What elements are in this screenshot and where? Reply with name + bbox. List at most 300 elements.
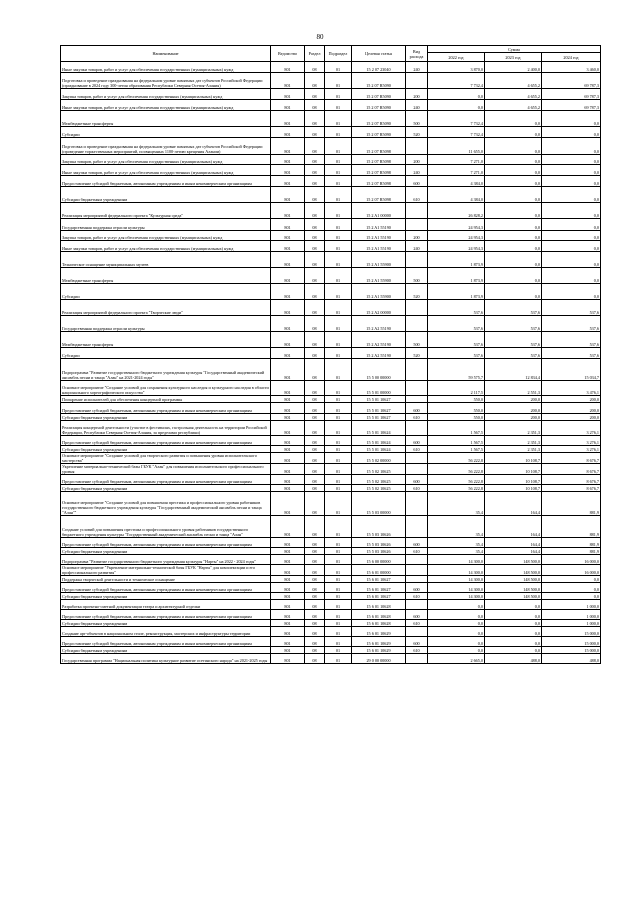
row-sum-2024: 537,6: [542, 348, 601, 359]
row-sum-2024: 15 034,7: [542, 359, 601, 381]
row-name: Укрепление материально-технической базы ГБУК "Алан" для повышения исполнительского профессионального уровня: [61, 464, 271, 475]
row-name: Подпрограмма "Развитие государственного бюджетного учреждения культуры "Нарты" на 2022 - 2024 годы": [61, 555, 271, 565]
row-vedomstvo: 801: [271, 219, 305, 231]
row-target-article: 15 5 01 10624: [352, 436, 406, 446]
row-vedomstvo: 801: [271, 332, 305, 348]
row-sum-2024: 0,0: [542, 284, 601, 300]
row-sum-2022: 1 873,9: [428, 268, 485, 284]
row-expense-type: [406, 381, 428, 396]
row-podrazdel: 01: [325, 637, 352, 647]
row-razdel: 08: [305, 62, 325, 73]
row-podrazdel: 01: [325, 284, 352, 300]
row-podrazdel: 01: [325, 100, 352, 111]
row-target-article: 29 0 00 00000: [352, 654, 406, 664]
row-name: Предоставление субсидий бюджетным, автономным учреждениям и иным некоммерческим организациям: [61, 403, 271, 414]
row-target-article: 15 5 02 10625: [352, 464, 406, 475]
row-razdel: 08: [305, 241, 325, 252]
table-row: [61, 187, 601, 203]
row-podrazdel: 01: [325, 600, 352, 610]
header-name: Наименование: [61, 46, 271, 62]
row-target-article: 15 5 03 00000: [352, 492, 406, 516]
row-expense-type: [406, 219, 428, 231]
row-sum-2023: 4 655,2: [485, 100, 542, 111]
row-expense-type: [406, 453, 428, 464]
row-vedomstvo: 801: [271, 300, 305, 316]
table-row: [61, 538, 601, 548]
header-expense-type: Вид расхода: [406, 46, 428, 62]
row-expense-type: 240: [406, 62, 428, 73]
row-sum-2022: 0,0: [428, 610, 485, 620]
row-razdel: 08: [305, 403, 325, 414]
row-name: Субсидии: [61, 348, 271, 359]
row-sum-2022: 35,4: [428, 548, 485, 555]
row-podrazdel: 01: [325, 446, 352, 453]
row-sum-2024: 1 000,0: [542, 600, 601, 610]
row-name: Основное мероприятие "Создание условий для повышения престижа и профессионального уровня работников государственного бюджетного учреждения культуры "Государственный академический ансамбль песни и танца "Алан"": [61, 492, 271, 516]
row-target-article: 15 2 A1 55900: [352, 252, 406, 268]
row-podrazdel: 01: [325, 62, 352, 73]
row-sum-2023: 0,0: [485, 637, 542, 647]
row-sum-2022: 0,0: [428, 637, 485, 647]
row-razdel: 08: [305, 89, 325, 100]
row-vedomstvo: 801: [271, 62, 305, 73]
row-razdel: 08: [305, 268, 325, 284]
row-target-article: 15 6 01 10627: [352, 576, 406, 583]
row-podrazdel: 01: [325, 165, 352, 176]
row-target-article: 15 2 A2 55190: [352, 348, 406, 359]
row-name: Подготовка и проведение празднования на федеральном уровне памятных дат субъектов Российской Федерации (проведение торжественных мероприятий, посвященных 1100-летию крещения Алании): [61, 138, 271, 155]
row-razdel: 08: [305, 446, 325, 453]
row-podrazdel: 01: [325, 252, 352, 268]
row-sum-2023: 4 655,2: [485, 89, 542, 100]
row-sum-2024: 0,0: [542, 583, 601, 593]
row-vedomstvo: 801: [271, 485, 305, 492]
row-expense-type: 600: [406, 403, 428, 414]
header-target-article: Целевая статья: [352, 46, 406, 62]
row-sum-2024: 69 787,3: [542, 73, 601, 89]
row-razdel: 08: [305, 414, 325, 421]
row-target-article: 15 6 01 10629: [352, 637, 406, 647]
row-name: Предоставление субсидий бюджетным, автономным учреждениям и иным некоммерческим организациям: [61, 637, 271, 647]
row-name: Предоставление субсидий бюджетным, автономным учреждениям и иным некоммерческим организациям: [61, 436, 271, 446]
row-podrazdel: 01: [325, 548, 352, 555]
row-sum-2022: 26 828,2: [428, 203, 485, 219]
row-vedomstvo: 801: [271, 464, 305, 475]
row-podrazdel: 01: [325, 555, 352, 565]
row-sum-2022: 1 567,5: [428, 446, 485, 453]
row-target-article: 15 2 07 R5098: [352, 155, 406, 165]
row-razdel: 08: [305, 348, 325, 359]
row-sum-2024: 881,9: [542, 516, 601, 538]
row-name: Основное мероприятие "Укрепление материально-технической базы ГБУК "Нарты" для комплектации и его профессионального развития": [61, 565, 271, 576]
table-row: [61, 165, 601, 176]
table-row: [61, 453, 601, 464]
row-target-article: 15 6 01 10628: [352, 600, 406, 610]
row-podrazdel: 01: [325, 654, 352, 664]
table-row: [61, 219, 601, 231]
row-sum-2024: 0,0: [542, 231, 601, 241]
row-expense-type: 610: [406, 620, 428, 627]
row-name: Разработка проектно-сметной документации театра и архитектурной отделки: [61, 600, 271, 610]
row-target-article: 15 2 07 R5098: [352, 165, 406, 176]
row-name: Создание арт-объектов в национальном стиле, реконструкция, мастерских и инфраструктуры территории: [61, 627, 271, 637]
row-podrazdel: 01: [325, 332, 352, 348]
row-name: Иные закупки товаров, работ и услуг для обеспечения государственных (муниципальных) нужд: [61, 100, 271, 111]
row-sum-2024: 1 000,0: [542, 610, 601, 620]
row-sum-2023: 164,4: [485, 548, 542, 555]
row-expense-type: 240: [406, 165, 428, 176]
row-razdel: 08: [305, 316, 325, 332]
row-expense-type: 500: [406, 268, 428, 284]
row-razdel: 08: [305, 127, 325, 138]
row-razdel: 08: [305, 359, 325, 381]
row-sum-2022: 56 222,8: [428, 475, 485, 485]
row-sum-2022: 0,0: [428, 620, 485, 627]
row-razdel: 08: [305, 492, 325, 516]
row-expense-type: 520: [406, 127, 428, 138]
row-razdel: 08: [305, 396, 325, 403]
row-vedomstvo: 801: [271, 620, 305, 627]
row-vedomstvo: 801: [271, 187, 305, 203]
row-name: Поощрение исполнителей для обеспечения концертной программы: [61, 396, 271, 403]
row-sum-2024: 200,0: [542, 403, 601, 414]
table-row: [61, 436, 601, 446]
row-vedomstvo: 801: [271, 231, 305, 241]
row-sum-2022: 7 271,0: [428, 155, 485, 165]
table-row: [61, 138, 601, 155]
row-sum-2024: 0,0: [542, 268, 601, 284]
row-sum-2023: 10 108,7: [485, 464, 542, 475]
row-vedomstvo: 801: [271, 627, 305, 637]
row-sum-2022: 550,0: [428, 396, 485, 403]
row-target-article: 15 6 01 10627: [352, 593, 406, 600]
row-vedomstvo: 801: [271, 268, 305, 284]
row-target-article: 15 5 01 10627: [352, 403, 406, 414]
row-vedomstvo: 801: [271, 414, 305, 421]
row-sum-2023: 0,0: [485, 268, 542, 284]
row-sum-2024: 537,6: [542, 332, 601, 348]
row-target-article: 15 6 01 00000: [352, 565, 406, 576]
row-name: Техническое оснащение муниципальных музеев: [61, 252, 271, 268]
header-sum: Сумма: [428, 46, 601, 53]
row-vedomstvo: 801: [271, 241, 305, 252]
row-razdel: 08: [305, 155, 325, 165]
row-vedomstvo: 801: [271, 316, 305, 332]
row-podrazdel: 01: [325, 583, 352, 593]
row-sum-2024: 8 676,7: [542, 485, 601, 492]
row-podrazdel: 01: [325, 300, 352, 316]
row-vedomstvo: 801: [271, 593, 305, 600]
row-sum-2022: 14 300,0: [428, 593, 485, 600]
row-podrazdel: 01: [325, 359, 352, 381]
row-expense-type: [406, 654, 428, 664]
table-row: [61, 565, 601, 576]
table-row: [61, 396, 601, 403]
row-name: Основное мероприятие "Создание условий для творческого развития и повышения уровня исполнительского мастерства": [61, 453, 271, 464]
row-target-article: 15 2 A1 55900: [352, 268, 406, 284]
row-expense-type: [406, 627, 428, 637]
row-razdel: 08: [305, 548, 325, 555]
row-podrazdel: 01: [325, 516, 352, 538]
row-expense-type: 600: [406, 538, 428, 548]
row-target-article: 15 2 07 R5090: [352, 100, 406, 111]
row-sum-2024: 15 000,0: [542, 647, 601, 654]
row-target-article: 15 5 03 10626: [352, 516, 406, 538]
row-target-article: 15 6 01 10628: [352, 620, 406, 627]
row-podrazdel: 01: [325, 219, 352, 231]
budget-table: [60, 45, 601, 664]
row-razdel: 08: [305, 73, 325, 89]
row-target-article: 15 2 07 R5090: [352, 111, 406, 127]
row-podrazdel: 01: [325, 138, 352, 155]
row-podrazdel: 01: [325, 176, 352, 187]
row-sum-2022: 14 300,0: [428, 576, 485, 583]
row-razdel: 08: [305, 538, 325, 548]
row-name: Субсидии бюджетным учреждениям: [61, 620, 271, 627]
row-sum-2023: 0,0: [485, 231, 542, 241]
row-name: Создание условий для повышения престижа и профессионального уровня работников государственного бюджетного учреждения культуры "Государственный академический ансамбль песни и танца "Алан": [61, 516, 271, 538]
row-name: Субсидии: [61, 127, 271, 138]
row-sum-2023: 0,0: [485, 155, 542, 165]
row-podrazdel: 01: [325, 381, 352, 396]
table-row: [61, 127, 601, 138]
row-razdel: 08: [305, 187, 325, 203]
row-razdel: 08: [305, 111, 325, 127]
row-podrazdel: 01: [325, 89, 352, 100]
row-vedomstvo: 801: [271, 284, 305, 300]
row-vedomstvo: 801: [271, 516, 305, 538]
row-name: Поддержка творческой деятельности и техническое оснащение: [61, 576, 271, 583]
row-target-article: 15 5 03 10626: [352, 548, 406, 555]
row-name: Субсидии бюджетным учреждениям: [61, 446, 271, 453]
row-target-article: 15 2 07 23040: [352, 62, 406, 73]
row-sum-2022: 11 655,0: [428, 138, 485, 155]
row-sum-2023: 200,0: [485, 403, 542, 414]
row-razdel: 08: [305, 421, 325, 436]
table-row: [61, 637, 601, 647]
row-sum-2022: 537,6: [428, 332, 485, 348]
row-podrazdel: 01: [325, 421, 352, 436]
row-name: Иные закупки товаров, работ и услуг для обеспечения государственных (муниципальных) нужд: [61, 241, 271, 252]
row-expense-type: [406, 316, 428, 332]
row-target-article: 15 5 00 00000: [352, 359, 406, 381]
row-vedomstvo: 801: [271, 89, 305, 100]
row-sum-2022: 2 665,0: [428, 654, 485, 664]
row-sum-2024: 0,0: [542, 252, 601, 268]
row-target-article: 15 5 02 10625: [352, 475, 406, 485]
row-sum-2022: 24 954,3: [428, 219, 485, 231]
table-row: [61, 555, 601, 565]
header-vedomstvo: Ведомство: [271, 46, 305, 62]
row-expense-type: 610: [406, 187, 428, 203]
row-sum-2023: 488,0: [485, 654, 542, 664]
row-target-article: 15 2 A1 00000: [352, 203, 406, 219]
row-sum-2022: 1 567,5: [428, 421, 485, 436]
header-podrazdel: Подраздел: [325, 46, 352, 62]
row-sum-2024: 3 276,1: [542, 421, 601, 436]
row-sum-2023: 0,0: [485, 284, 542, 300]
row-name: Закупка товаров, работ и услуг для обеспечения государственных (муниципальных) нужд: [61, 89, 271, 100]
row-expense-type: [406, 203, 428, 219]
row-sum-2022: 24 954,3: [428, 231, 485, 241]
row-sum-2024: 0,0: [542, 138, 601, 155]
row-podrazdel: 01: [325, 403, 352, 414]
row-podrazdel: 01: [325, 627, 352, 637]
row-name: Субсидии бюджетным учреждениям: [61, 187, 271, 203]
row-expense-type: 610: [406, 414, 428, 421]
row-sum-2023: 10 108,7: [485, 475, 542, 485]
row-vedomstvo: 801: [271, 647, 305, 654]
row-sum-2022: 0,0: [428, 647, 485, 654]
row-expense-type: 200: [406, 231, 428, 241]
row-sum-2024: 69 787,3: [542, 100, 601, 111]
row-podrazdel: 01: [325, 620, 352, 627]
row-sum-2023: 164,4: [485, 492, 542, 516]
table-row: [61, 485, 601, 492]
table-row: [61, 268, 601, 284]
row-sum-2024: 69 787,3: [542, 89, 601, 100]
row-podrazdel: 01: [325, 111, 352, 127]
row-sum-2023: 12 834,4: [485, 359, 542, 381]
row-podrazdel: 01: [325, 464, 352, 475]
row-sum-2023: 0,0: [485, 138, 542, 155]
table-row: [61, 647, 601, 654]
row-name: Субсидии: [61, 284, 271, 300]
row-expense-type: 200: [406, 89, 428, 100]
table-row: [61, 300, 601, 316]
table-row: [61, 414, 601, 421]
row-sum-2022: 550,0: [428, 414, 485, 421]
row-name: Основное мероприятие "Создание условий для сохранения культурного наследия и культурного наследия в области национального хореографического искусства": [61, 381, 271, 396]
table-row: [61, 576, 601, 583]
table-row: [61, 176, 601, 187]
row-target-article: 15 2 07 R5098: [352, 187, 406, 203]
row-sum-2024: 881,9: [542, 548, 601, 555]
row-name: Субсидии бюджетным учреждениям: [61, 647, 271, 654]
row-sum-2023: 0,0: [485, 600, 542, 610]
table-row: [61, 332, 601, 348]
table-row: [61, 620, 601, 627]
row-name: Межбюджетные трансферты: [61, 111, 271, 127]
row-podrazdel: 01: [325, 73, 352, 89]
row-sum-2022: 1 873,9: [428, 284, 485, 300]
row-sum-2024: 537,6: [542, 316, 601, 332]
row-sum-2023: 2 351,3: [485, 421, 542, 436]
row-target-article: 15 2 A1 55190: [352, 231, 406, 241]
row-target-article: 15 5 03 10626: [352, 538, 406, 548]
row-name: Межбюджетные трансферты: [61, 332, 271, 348]
row-razdel: 08: [305, 475, 325, 485]
row-sum-2022: 14 300,0: [428, 555, 485, 565]
header-razdel: Раздел: [305, 46, 325, 62]
row-expense-type: [406, 421, 428, 436]
header-year-2024: 2024 год: [542, 53, 601, 62]
row-razdel: 08: [305, 600, 325, 610]
table-body: [61, 62, 601, 664]
row-razdel: 08: [305, 485, 325, 492]
row-razdel: 08: [305, 565, 325, 576]
row-target-article: 15 2 07 R5098: [352, 176, 406, 187]
row-sum-2022: 2 117,5: [428, 381, 485, 396]
row-sum-2023: 537,6: [485, 316, 542, 332]
row-sum-2023: 164,4: [485, 538, 542, 548]
row-vedomstvo: 801: [271, 492, 305, 516]
row-sum-2022: 537,6: [428, 348, 485, 359]
row-sum-2024: 881,9: [542, 492, 601, 516]
row-expense-type: 610: [406, 647, 428, 654]
row-sum-2023: 0,0: [485, 176, 542, 187]
row-sum-2023: 0,0: [485, 111, 542, 127]
row-sum-2024: 8 676,7: [542, 475, 601, 485]
row-expense-type: [406, 555, 428, 565]
row-sum-2024: 0,0: [542, 593, 601, 600]
row-vedomstvo: 801: [271, 654, 305, 664]
row-sum-2024: 537,6: [542, 300, 601, 316]
row-sum-2023: 2 551,3: [485, 381, 542, 396]
row-target-article: 15 6 01 10629: [352, 627, 406, 637]
row-expense-type: 600: [406, 176, 428, 187]
row-sum-2023: 537,6: [485, 332, 542, 348]
row-vedomstvo: 801: [271, 600, 305, 610]
header-year-2022: 2022 год: [428, 53, 485, 62]
row-sum-2024: 3 476,1: [542, 381, 601, 396]
row-sum-2023: 0,0: [485, 647, 542, 654]
row-sum-2023: 0,0: [485, 252, 542, 268]
row-target-article: 15 6 01 10627: [352, 583, 406, 593]
row-sum-2022: 1 567,5: [428, 436, 485, 446]
row-podrazdel: 01: [325, 647, 352, 654]
table-row: [61, 231, 601, 241]
row-sum-2024: 0,0: [542, 111, 601, 127]
row-sum-2024: 0,0: [542, 155, 601, 165]
row-vedomstvo: 801: [271, 565, 305, 576]
row-vedomstvo: 801: [271, 436, 305, 446]
row-expense-type: 610: [406, 446, 428, 453]
header-year-2023: 2023 год: [485, 53, 542, 62]
table-row: [61, 348, 601, 359]
row-vedomstvo: 801: [271, 637, 305, 647]
row-razdel: 08: [305, 555, 325, 565]
row-razdel: 08: [305, 647, 325, 654]
row-sum-2022: 4 384,0: [428, 176, 485, 187]
row-vedomstvo: 801: [271, 138, 305, 155]
row-name: Субсидии бюджетным учреждениям: [61, 414, 271, 421]
table-row: [61, 252, 601, 268]
row-sum-2024: 3 276,1: [542, 436, 601, 446]
row-razdel: 08: [305, 231, 325, 241]
row-sum-2024: 15 000,0: [542, 637, 601, 647]
row-sum-2024: 1 000,0: [542, 620, 601, 627]
row-podrazdel: 01: [325, 231, 352, 241]
row-sum-2023: 0,0: [485, 165, 542, 176]
row-sum-2024: 200,0: [542, 396, 601, 403]
row-sum-2022: 7 732,4: [428, 73, 485, 89]
row-name: Субсидии бюджетным учреждениям: [61, 593, 271, 600]
row-sum-2023: 0,0: [485, 219, 542, 231]
row-name: Субсидии бюджетным учреждениям: [61, 548, 271, 555]
table-row: [61, 464, 601, 475]
row-target-article: 15 2 07 R5090: [352, 89, 406, 100]
row-name: Иные закупки товаров, работ и услуг для обеспечения государственных (муниципальных) нужд: [61, 62, 271, 73]
row-expense-type: [406, 396, 428, 403]
row-name: Реализация концертной деятельности (участие в фестивалях, гастрольная деятельность на территории Российской Федерации, Республики Северная Осетия-Алания, за пределами республики): [61, 421, 271, 436]
row-sum-2024: 881,9: [542, 538, 601, 548]
row-vedomstvo: 801: [271, 446, 305, 453]
table-row: [61, 654, 601, 664]
row-sum-2023: 148 500,0: [485, 593, 542, 600]
row-vedomstvo: 801: [271, 548, 305, 555]
row-name: Предоставление субсидий бюджетным, автономным учреждениям и иным некоммерческим организациям: [61, 583, 271, 593]
